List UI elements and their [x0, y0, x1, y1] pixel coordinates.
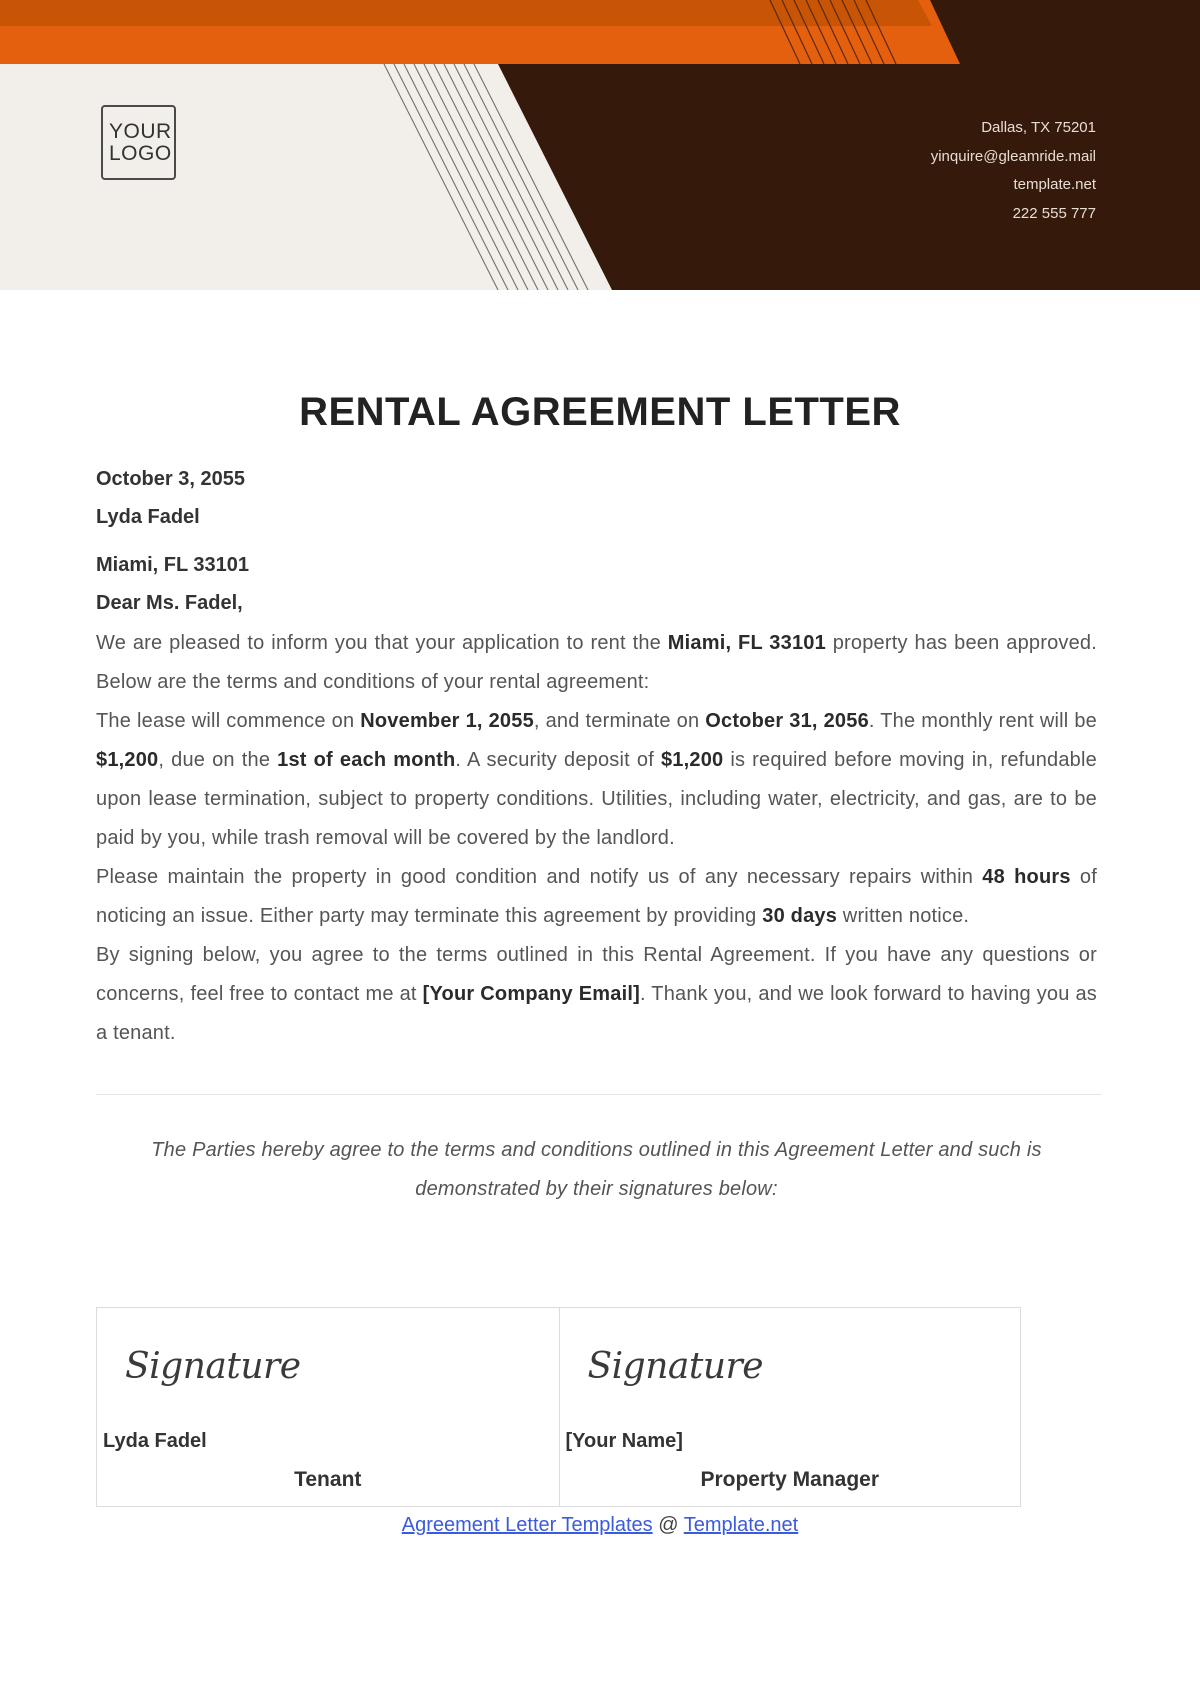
company-phone: 222 555 777 — [1012, 204, 1096, 222]
letter-meta — [96, 462, 1097, 624]
company-address: Dallas, TX 75201 — [981, 119, 1096, 136]
salutation: Dear Ms. Fadel, — [96, 592, 243, 614]
signature-script: Signature — [125, 1346, 301, 1387]
logo — [101, 105, 176, 180]
footer-separator: @ — [658, 1514, 679, 1536]
paragraph-approval: We are pleased to inform you that your application to rent the Miami, FL 33101 property has been approved. Below are the terms and conditions of your rental agreement: — [96, 632, 1097, 693]
company-contact — [931, 114, 1096, 228]
logo-line-1: YOUR — [109, 119, 172, 143]
signature-cell-manager — [559, 1308, 1021, 1506]
divider — [96, 1094, 1102, 1095]
signer-name: Lyda Fadel — [103, 1430, 207, 1452]
template-net-link[interactable]: Template.net — [683, 1514, 799, 1536]
agreement-statement: The Parties hereby agree to the terms and conditions outlined in this Agreement Letter and such is demonstrated by their signatures below: — [151, 1139, 1042, 1200]
signature-cell-tenant — [97, 1308, 559, 1506]
letter-body — [96, 462, 1097, 1209]
paragraph-maintenance: Please maintain the property in good condition and notify us of any necessary repairs within 48 hours of noticing an issue. Either party may terminate this agreement by providing 30 days written notice. — [96, 866, 1097, 927]
signer-name: [Your Name] — [565, 1430, 683, 1452]
paragraph-closing: By signing below, you agree to the terms outlined in this Rental Agreement. If you have any questions or concerns, feel free to contact me at [Your Company Email]. Thank you, and we look forward to having you as a tenant. — [96, 944, 1098, 1044]
recipient-location: Miami, FL 33101 — [96, 554, 250, 576]
document-title: RENTAL AGREEMENT LETTER — [299, 390, 901, 434]
company-email: yinquire@gleamride.mail — [930, 147, 1096, 165]
signature-table — [96, 1307, 1021, 1507]
company-website: template.net — [1013, 176, 1096, 193]
paragraph-lease-terms: The lease will commence on November 1, 2055, and terminate on October 31, 2056. The monthly rent will be $1,200, due on the 1st of each month. A security deposit of $1,200 is required before moving in, refundable upon lease termination, subject to property conditions. Utilities, including water, electricity, and gas, are to be paid by you, while trash removal will be covered by the landlord. — [96, 710, 1097, 849]
logo-line-2: LOGO — [109, 141, 172, 165]
signer-role: Property Manager — [700, 1468, 880, 1491]
agreement-templates-link[interactable]: Agreement Letter Templates — [401, 1514, 653, 1536]
signature-script: Signature — [587, 1346, 764, 1387]
letter-date: October 3, 2055 — [96, 468, 245, 490]
signer-role: Tenant — [294, 1468, 362, 1491]
recipient-name: Lyda Fadel — [96, 506, 200, 528]
footer — [0, 1514, 1200, 1537]
